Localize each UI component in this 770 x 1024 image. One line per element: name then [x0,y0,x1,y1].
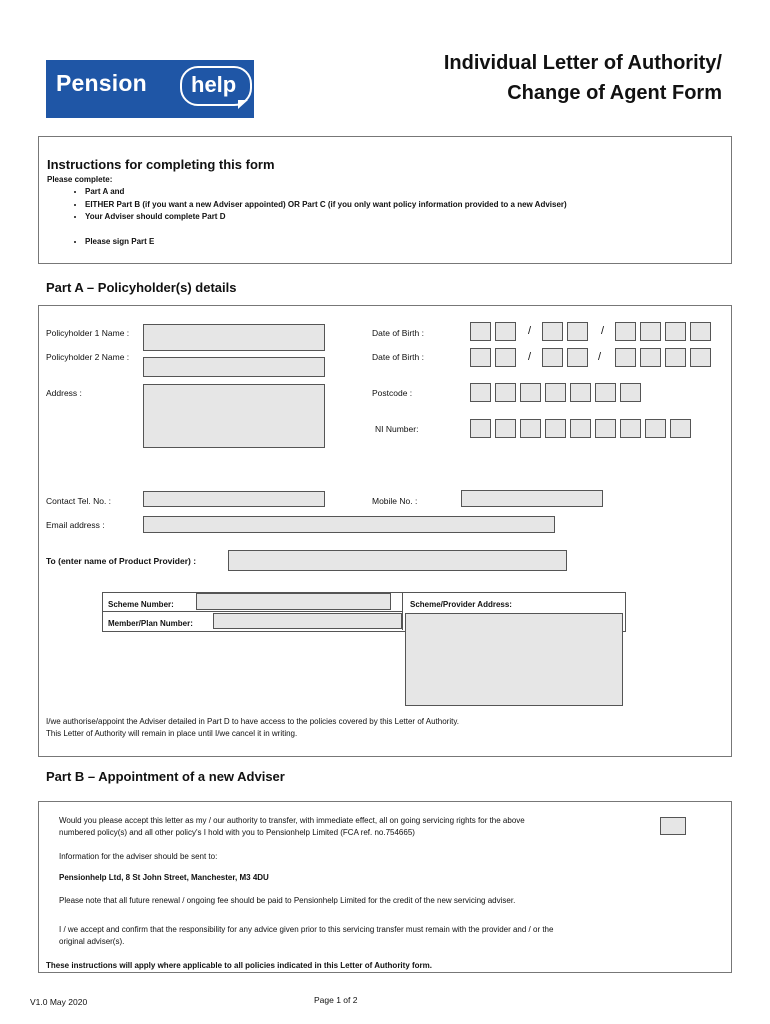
instruction-item: • EITHER Part B (if you want a new Adviser appointed) OR Part C (if you only want policy information provided to a new Adviser) [85,199,719,212]
dob-2-month-1[interactable] [542,348,563,367]
dob-1-sep-2: / [601,325,605,337]
instruction-item: • Please sign Part E [85,236,719,249]
dob-2-month-2[interactable] [567,348,588,367]
email-label: Email address : [46,520,105,530]
dob-1-month-1[interactable] [542,322,563,341]
dob-2-day-1[interactable] [470,348,491,367]
email-field[interactable] [143,516,555,533]
instructions-heading: Instructions for completing this form [47,157,275,172]
policyholder-2-name-field[interactable] [143,357,325,377]
authorise-line-2: This Letter of Authority will remain in place until I/we cancel it in writing. [46,729,298,738]
address-field[interactable] [143,384,325,448]
dob-1-day-1[interactable] [470,322,491,341]
scheme-table-row-divider [102,611,402,612]
ni-number-cell[interactable] [520,419,541,438]
dob-2-year-2[interactable] [640,348,661,367]
instruction-item: • Part A and [85,186,719,199]
ni-number-cell[interactable] [620,419,641,438]
postcode-cell[interactable] [595,383,616,402]
scheme-number-label: Scheme Number: [108,600,174,609]
dob-2-label: Date of Birth : [372,352,424,362]
form-title [444,48,722,108]
postcode-cell[interactable] [570,383,591,402]
part-b-para-4-line-2: original adviser(s). [59,937,125,946]
dob-1-label: Date of Birth : [372,328,424,338]
dob-1-year-3[interactable] [665,322,686,341]
dob-2-year-1[interactable] [615,348,636,367]
postcode-cell[interactable] [495,383,516,402]
postcode-label: Postcode : [372,388,413,398]
contact-tel-field[interactable] [143,491,325,507]
part-b-para-3: Please note that all future renewal / ongoing fee should be paid to Pensionhelp Limited for the credit of the new servicing adviser. [59,896,516,905]
part-b-para-2: Information for the adviser should be sent to: [59,852,218,861]
product-provider-label: To (enter name of Product Provider) : [46,556,197,566]
part-b-footer-note: These instructions will apply where applicable to all policies indicated in this Letter of Authority form. [46,961,432,970]
dob-1-sep-1: / [528,325,532,337]
version-label: V1.0 May 2020 [30,997,88,1007]
dob-1-year-4[interactable] [690,322,711,341]
instructions-panel [38,136,732,264]
mobile-field[interactable] [461,490,603,507]
ni-number-cell[interactable] [470,419,491,438]
ni-number-cell[interactable] [495,419,516,438]
contact-tel-label: Contact Tel. No. : [46,496,112,506]
part-b-para-1-line-1: Would you please accept this letter as my / our authority to transfer, with immediate effect, all on going servicing rights for the above [59,816,525,825]
part-b-heading: Part B – Appointment of a new Adviser [46,769,285,784]
postcode-cell[interactable] [545,383,566,402]
dob-2-day-2[interactable] [495,348,516,367]
logo-text-pension: Pension [56,70,147,96]
instructions-intro: Please complete: [47,175,113,184]
dob-2-year-3[interactable] [665,348,686,367]
product-provider-field[interactable] [228,550,567,571]
scheme-address-label: Scheme/Provider Address: [410,600,512,609]
ni-number-cell[interactable] [645,419,666,438]
title-line-1: Individual Letter of Authority/ [443,52,722,74]
ni-number-label: NI Number: [375,424,419,434]
scheme-address-field[interactable] [405,613,623,706]
ni-number-cell[interactable] [545,419,566,438]
dob-1-year-1[interactable] [615,322,636,341]
instruction-item: • Your Adviser should complete Part D [85,211,719,224]
ni-number-cell[interactable] [570,419,591,438]
ni-number-cell[interactable] [670,419,691,438]
dob-1-year-2[interactable] [640,322,661,341]
logo-bubble-tail [238,100,248,109]
logo-text-help: help [191,72,237,97]
address-label: Address : [46,388,82,398]
dob-1-month-2[interactable] [567,322,588,341]
dob-1-day-2[interactable] [495,322,516,341]
ni-number-cell[interactable] [595,419,616,438]
policyholder-2-label: Policyholder 2 Name : [46,352,130,362]
scheme-table-col-divider [402,592,403,630]
part-b-para-1-line-2: numbered policy(s) and all other policy's I hold with you to Pensionhelp Limited (FCA ref. no.754665) [59,828,415,837]
dob-2-year-4[interactable] [690,348,711,367]
postcode-cell[interactable] [470,383,491,402]
policyholder-1-label: Policyholder 1 Name : [46,328,130,338]
part-a-heading: Part A – Policyholder(s) details [46,280,237,295]
part-b-address: Pensionhelp Ltd, 8 St John Street, Manchester, M3 4DU [59,873,269,882]
instructions-list [39,186,719,248]
member-plan-label: Member/Plan Number: [108,619,193,628]
pensionhelp-logo [46,60,254,118]
policyholder-1-name-field[interactable] [143,324,325,351]
scheme-number-field[interactable] [196,593,391,610]
postcode-cell[interactable] [620,383,641,402]
part-b-para-4-line-1: I / we accept and confirm that the responsibility for any advice given prior to this servicing transfer must remain with the provider and / or the [59,925,554,934]
authorise-line-1: I/we authorise/appoint the Adviser detailed in Part D to have access to the policies covered by this Letter of Authority. [46,717,459,726]
mobile-label: Mobile No. : [372,496,418,506]
dob-2-sep-2: / [598,351,602,363]
title-line-2: Change of Agent Form [507,82,722,104]
dob-2-sep-1: / [528,351,532,363]
page-number: Page 1 of 2 [314,995,358,1005]
part-b-accept-checkbox[interactable] [660,817,686,835]
member-plan-field[interactable] [213,613,402,629]
postcode-cell[interactable] [520,383,541,402]
